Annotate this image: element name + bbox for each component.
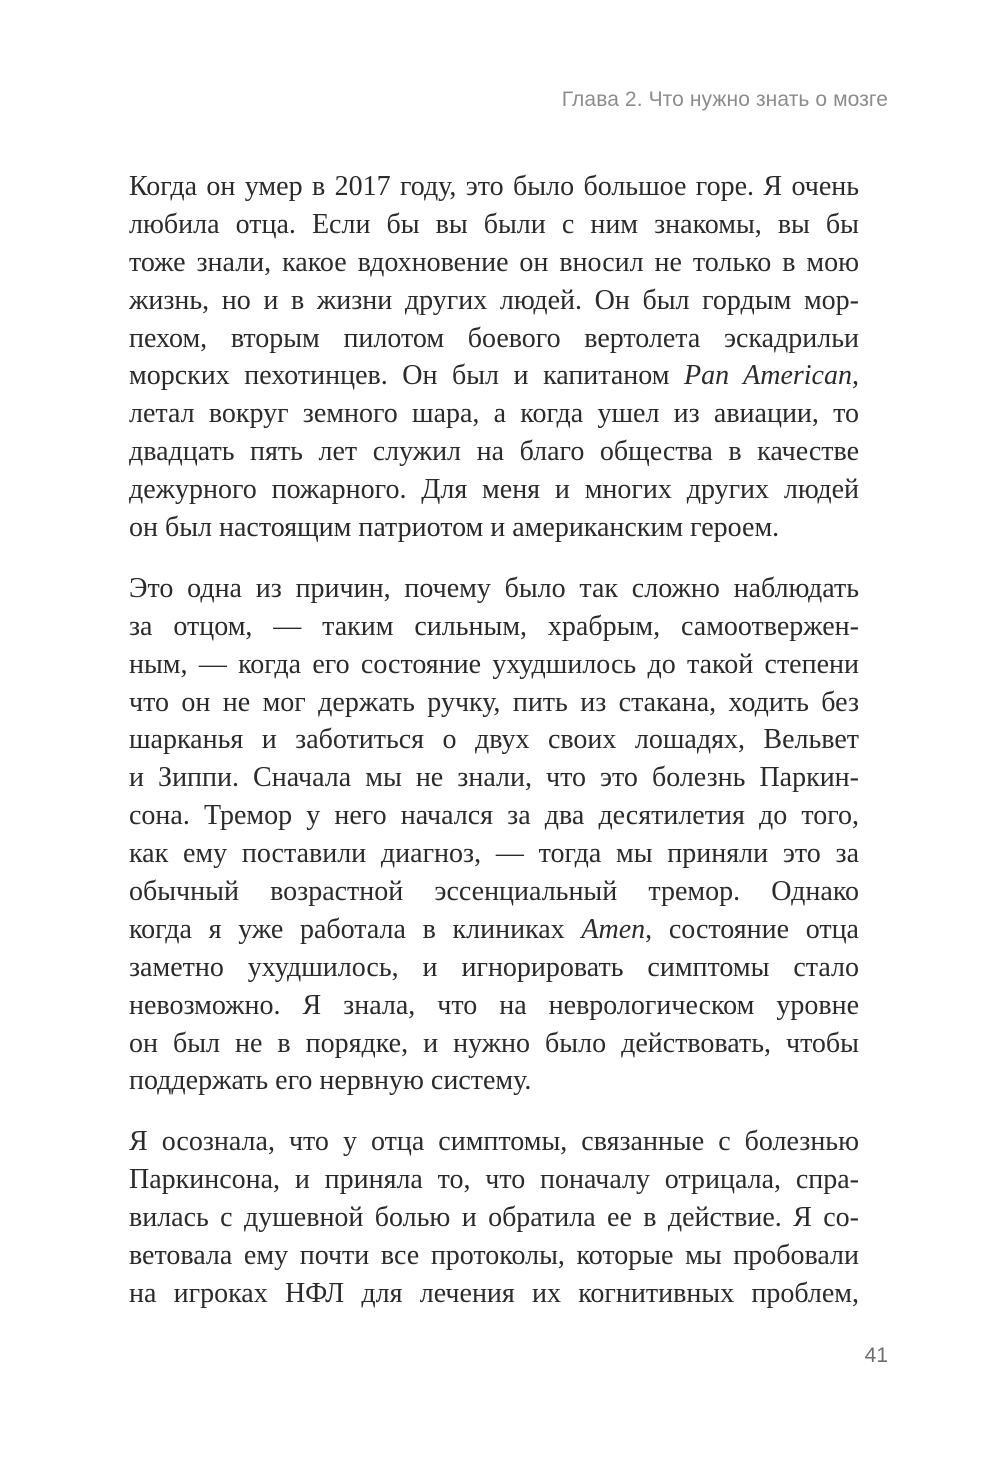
italic-name: Amen [581,913,646,945]
text-line: вилась с душевной болью и обратила ее в действие. Я со- [129,1202,859,1234]
text-line: сона. Тремор у него начался за два десятилетия до того, [129,800,859,832]
text-line: морских пехотинцев. Он был и капитаном Pan American, [129,360,859,392]
text-line: любила отца. Если бы вы были с ним знакомы, вы бы [129,208,859,240]
body-text [129,168,859,1313]
text-line: поддержать его нервную систему. [129,1065,532,1097]
text-line: он был не в порядке, и нужно было действовать, чтобы [129,1027,859,1059]
italic-name: Pan American [684,360,852,392]
running-head: Глава 2. Что нужно знать о мозге [561,88,888,111]
text-line: и Зиппи. Сначала мы не знали, что это болезнь Паркин- [129,762,859,794]
text-line: дежурного пожарного. Для меня и многих других людей [129,474,859,506]
text-line: когда я уже работала в клиниках Amen, состояние отца [129,913,859,945]
text-line: невозможно. Я знала, что на неврологическом уровне [129,989,859,1021]
text-line: Паркинсона, и приняла то, что поначалу отрицала, спра- [129,1164,859,1196]
text-line: ветовала ему почти все протоколы, которые мы пробовали [129,1240,859,1272]
text-line: Я осознала, что у отца симптомы, связанные с болезнью [129,1126,859,1158]
text-line: двадцать пять лет служил на благо общества в качестве [129,436,859,468]
text-line: тоже знали, какое вдохновение он вносил не только в мою [129,246,859,278]
text-line: заметно ухудшилось, и игнорировать симптомы стало [129,951,859,983]
paragraph-3 [129,1123,859,1312]
page-number: 41 [864,1344,888,1367]
text-line: шарканья и заботиться о двух своих лошадях, Вельвет [129,724,859,756]
text-line: он был настоящим патриотом и американским героем. [129,512,780,544]
text-line: что он не мог держать ручку, пить из стакана, ходить без [129,686,859,718]
text-line: за отцом, — таким сильным, храбрым, самоотвержен- [129,610,859,642]
text-line: Это одна из причин, почему было так сложно наблюдать [129,572,859,604]
text-line: жизнь, но и в жизни других людей. Он был гордым мор- [129,284,859,316]
text-line: Когда он умер в 2017 году, это было большое горе. Я очень [129,171,859,202]
paragraph-1 [129,168,859,547]
paragraph-2 [129,570,859,1100]
text-line: как ему поставили диагноз, — тогда мы приняли это за [129,838,859,870]
text-line: на игроках НФЛ для лечения их когнитивных проблем, [129,1277,859,1309]
text-line: обычный возрастной эссенциальный тремор. Однако [129,876,859,908]
text-line: ным, — когда его состояние ухудшилось до такой степени [129,648,859,680]
text-line: пехом, вторым пилотом боевого вертолета эскадрильи [129,322,859,354]
text-line: летал вокруг земного шара, а когда ушел из авиации, то [129,398,859,430]
